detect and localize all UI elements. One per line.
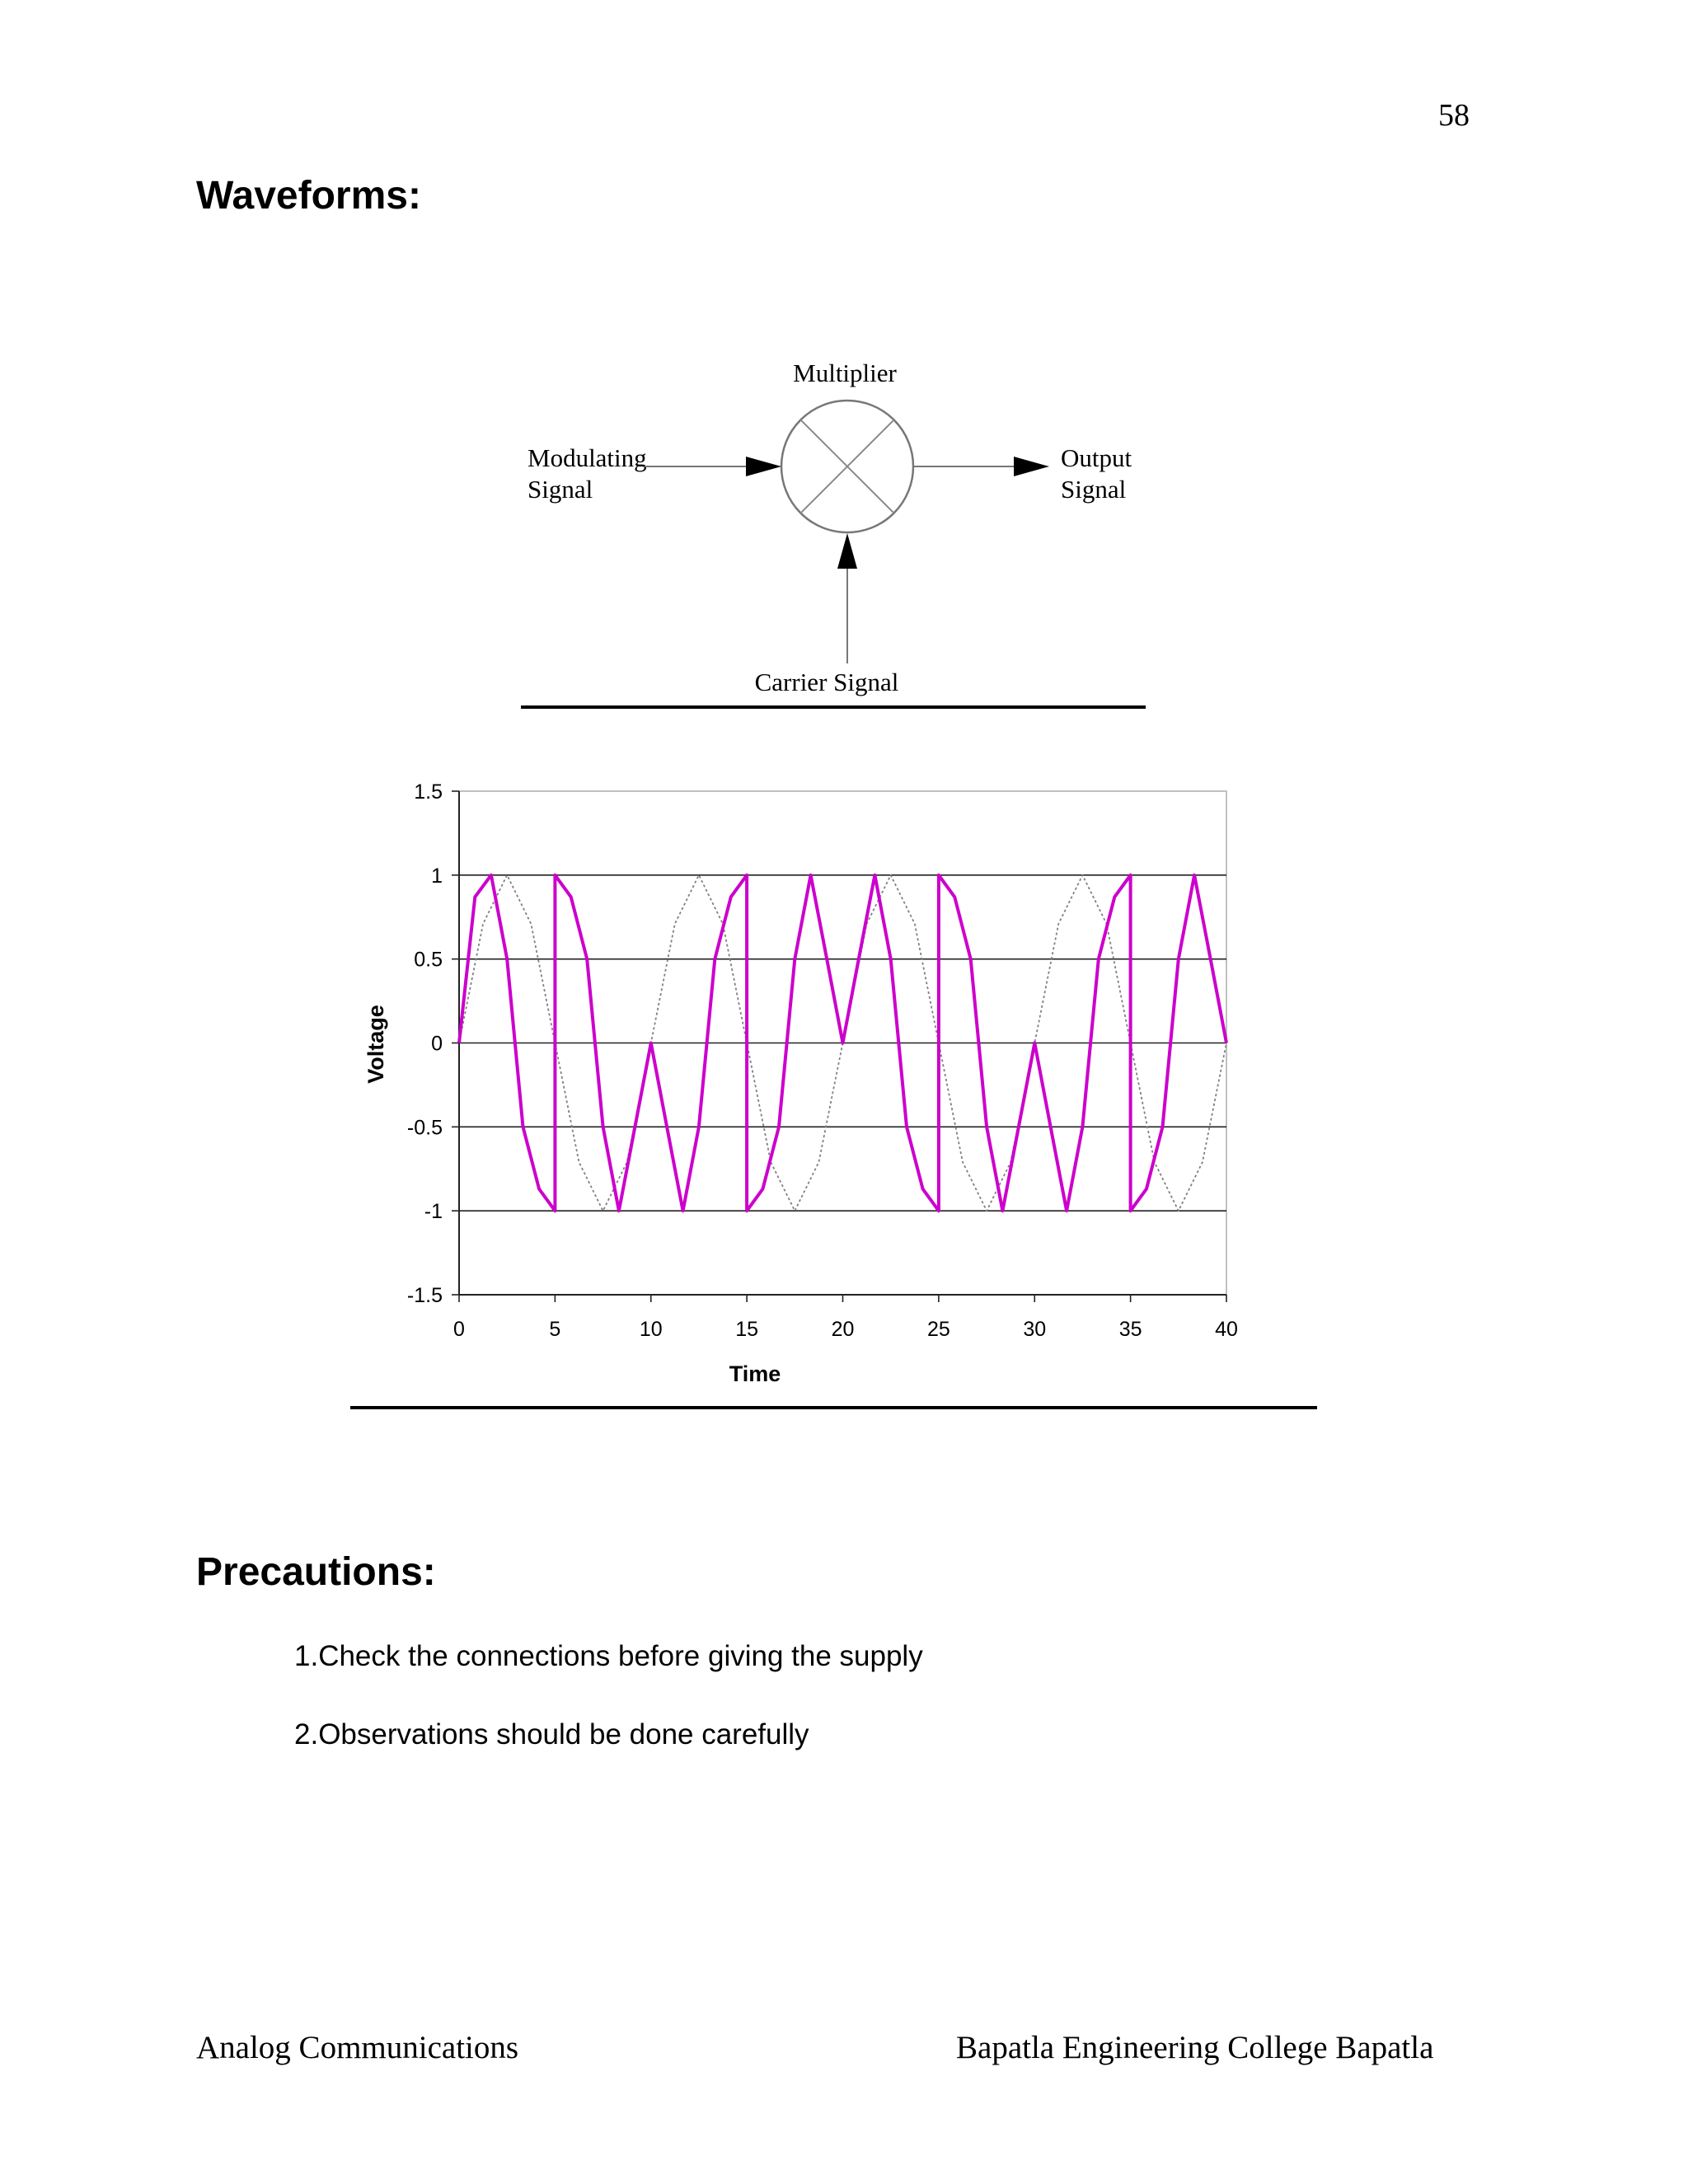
chart-ticks xyxy=(407,780,1238,1341)
x-tick-label: 10 xyxy=(639,1318,663,1341)
x-tick-label: 35 xyxy=(1118,1318,1142,1341)
y-tick-label: -1.5 xyxy=(406,1284,443,1307)
x-axis-label: Time xyxy=(729,1361,781,1386)
x-tick-label: 0 xyxy=(453,1318,465,1341)
x-tick-label: 40 xyxy=(1215,1318,1238,1341)
y-tick-label: 0 xyxy=(431,1032,443,1056)
output-label-line1: Output xyxy=(1061,443,1132,472)
modulating-label-line1: Modulating xyxy=(528,443,647,472)
precaution-item-1: 1.Check the connections before giving the supply xyxy=(294,1640,923,1672)
x-tick-label: 25 xyxy=(926,1318,950,1341)
modulating-label-line2: Signal xyxy=(528,475,593,504)
carrier-label: Carrier Signal xyxy=(754,668,899,696)
footer-course-name: Analog Communications xyxy=(196,2030,519,2065)
multiplier-label: Multiplier xyxy=(793,359,897,387)
y-axis-label: Voltage xyxy=(363,1005,388,1084)
page-number: 58 xyxy=(1438,98,1470,133)
y-tick-label: 1 xyxy=(431,864,443,888)
precautions-heading: Precautions: xyxy=(196,1550,436,1594)
waveforms-heading: Waveforms: xyxy=(196,174,421,218)
x-tick-label: 5 xyxy=(549,1318,561,1341)
output-label-line2: Signal xyxy=(1061,475,1127,504)
y-tick-label: -1 xyxy=(424,1200,443,1224)
x-tick-label: 15 xyxy=(735,1318,759,1341)
x-tick-label: 30 xyxy=(1023,1318,1047,1341)
y-tick-label: 1.5 xyxy=(414,780,443,804)
y-tick-label: -0.5 xyxy=(406,1116,443,1140)
precaution-item-2: 2.Observations should be done carefully xyxy=(294,1718,809,1750)
y-tick-label: 0.5 xyxy=(414,948,443,972)
footer-college-name: Bapatla Engineering College Bapatla xyxy=(956,2030,1434,2065)
x-tick-label: 20 xyxy=(831,1318,855,1341)
